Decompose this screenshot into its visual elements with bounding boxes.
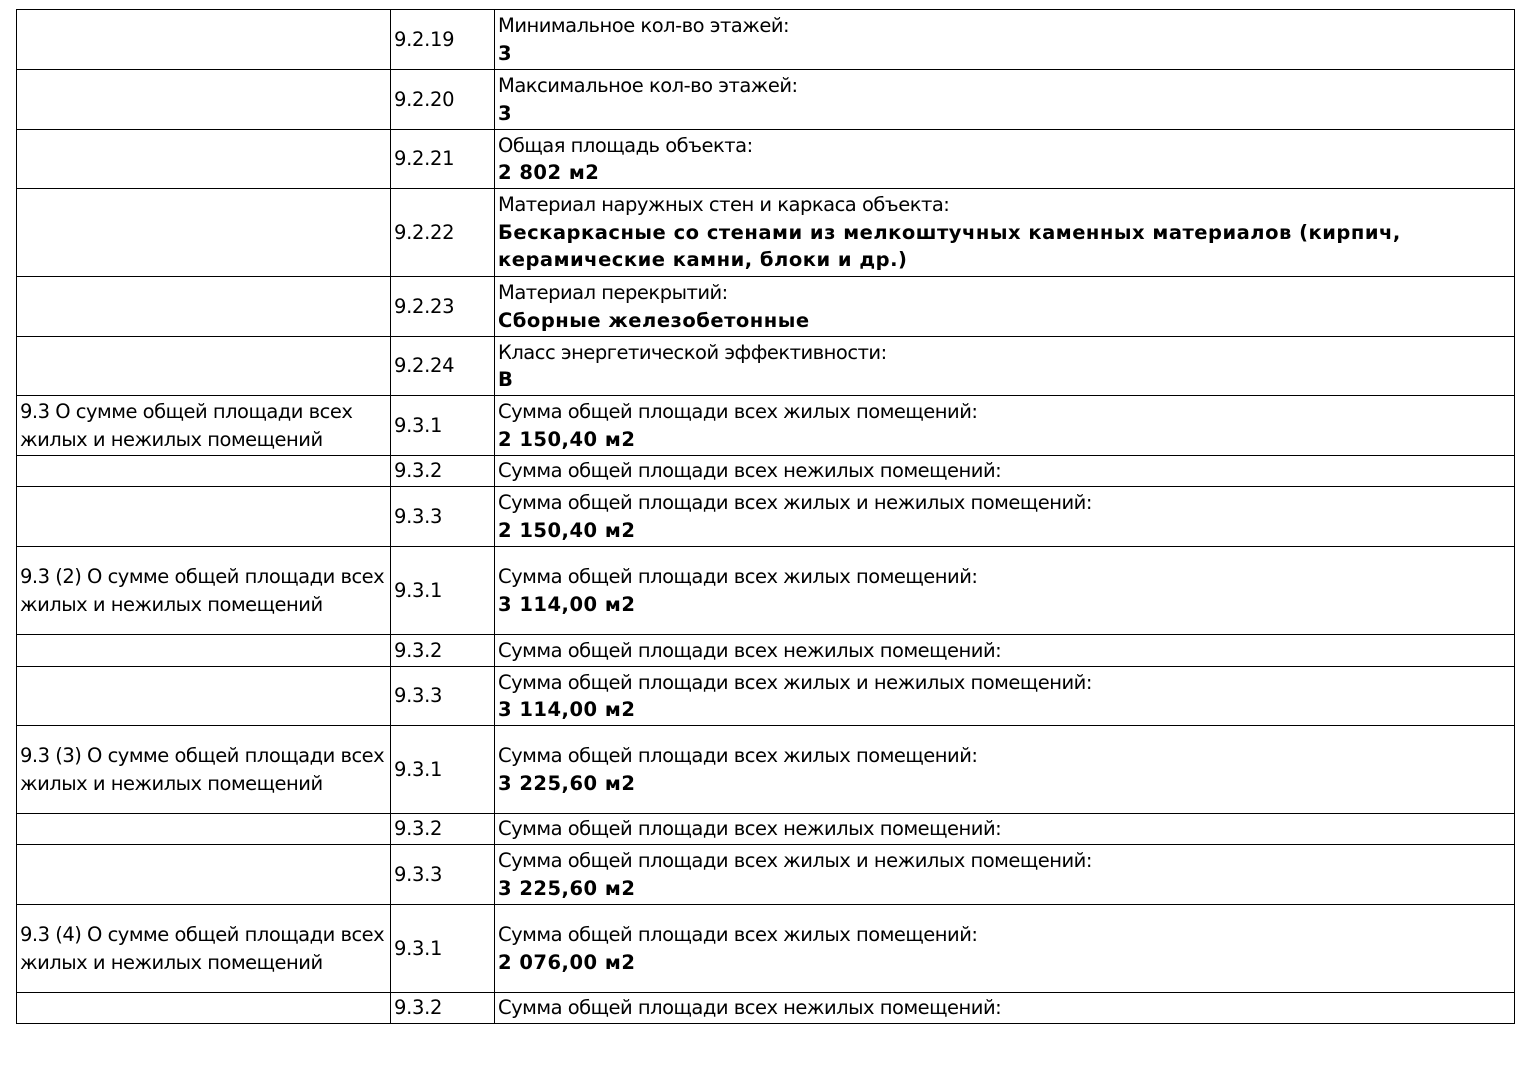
item-code: 9.3.3 (394, 504, 443, 528)
section-cell (17, 487, 391, 547)
field-value: 2 802 м2 (498, 161, 600, 184)
item-code: 9.2.24 (394, 354, 455, 378)
content-cell (495, 547, 1515, 635)
content-cell (495, 845, 1515, 905)
item-code: 9.2.20 (394, 87, 455, 111)
field-value: Сборные железобетонные (498, 308, 810, 332)
section-cell (17, 845, 391, 905)
content-cell (495, 337, 1515, 396)
section-title: 9.3 (3) О сумме общей площади всех жилых и нежилых помещений (20, 744, 385, 795)
code-cell (391, 130, 495, 189)
content-cell (495, 456, 1515, 487)
section-cell (17, 396, 391, 456)
code-cell (391, 667, 495, 726)
content-cell (495, 726, 1515, 814)
content-cell (495, 635, 1515, 667)
field-label: Сумма общей площади всех жилых и нежилых помещений: (498, 670, 1092, 694)
item-code: 9.3.1 (394, 936, 443, 960)
code-cell (391, 845, 495, 905)
field-value: 3 225,60 м2 (498, 876, 636, 900)
table-row (17, 993, 1515, 1024)
content-cell (495, 130, 1515, 189)
section-cell (17, 456, 391, 487)
item-code: 9.2.22 (394, 220, 455, 244)
code-cell (391, 189, 495, 277)
content-cell (495, 70, 1515, 130)
section-cell (17, 130, 391, 189)
table-row (17, 905, 1515, 993)
field-value: 3 (498, 41, 513, 65)
field-label: Сумма общей площади всех жилых помещений: (498, 923, 978, 946)
content-cell (495, 667, 1515, 726)
code-cell (391, 70, 495, 130)
code-cell (391, 726, 495, 814)
table-row (17, 814, 1515, 845)
table-row (17, 10, 1515, 70)
table-row (17, 635, 1515, 667)
content-cell (495, 10, 1515, 70)
field-value: B (498, 368, 514, 391)
item-code: 9.3.1 (394, 413, 443, 437)
field-label: Сумма общей площади всех жилых помещений: (498, 400, 978, 423)
field-label: Сумма общей площади всех жилых помещений: (498, 565, 978, 588)
field-value: 2 150,40 м2 (498, 427, 636, 451)
section-cell (17, 667, 391, 726)
content-cell (495, 396, 1515, 456)
code-cell (391, 905, 495, 993)
field-label: Материал перекрытий: (498, 281, 728, 304)
section-title: 9.3 (4) О сумме общей площади всех жилых и нежилых помещений (20, 923, 385, 974)
item-code: 9.2.21 (394, 147, 455, 171)
code-cell (391, 993, 495, 1024)
field-label: Сумма общей площади всех жилых и нежилых помещений: (498, 491, 1092, 514)
field-label: Материал наружных стен и каркаса объекта: (498, 193, 950, 217)
table-row (17, 396, 1515, 456)
field-value: 3 (498, 101, 513, 125)
field-label: Сумма общей площади всех нежилых помещений: (498, 638, 1002, 662)
content-cell (495, 993, 1515, 1024)
field-value: 3 114,00 м2 (498, 592, 636, 616)
field-label: Максимальное кол-во этажей: (498, 74, 798, 97)
field-value: 3 225,60 м2 (498, 771, 636, 795)
item-code: 9.3.2 (394, 996, 443, 1020)
section-cell (17, 905, 391, 993)
section-cell (17, 337, 391, 396)
table-row (17, 130, 1515, 189)
section-title: 9.3 О сумме общей площади всех жилых и нежилых помещений (20, 400, 353, 451)
section-cell (17, 277, 391, 337)
section-cell (17, 635, 391, 667)
field-label: Минимальное кол-во этажей: (498, 14, 790, 37)
item-code: 9.2.19 (394, 27, 455, 51)
section-cell (17, 814, 391, 845)
field-value: 3 114,00 м2 (498, 698, 636, 721)
item-code: 9.3.2 (394, 638, 443, 662)
table-row (17, 547, 1515, 635)
content-cell (495, 905, 1515, 993)
table-row (17, 845, 1515, 905)
field-label: Сумма общей площади всех жилых помещений: (498, 744, 978, 767)
field-label: Сумма общей площади всех нежилых помещений: (498, 996, 1002, 1020)
code-cell (391, 547, 495, 635)
content-cell (495, 277, 1515, 337)
section-cell (17, 189, 391, 277)
field-value: Бескаркасные со стенами из мелкоштучных каменных материалов (кирпич, керамические камни, блоки и др.) (498, 220, 1401, 272)
section-cell (17, 547, 391, 635)
content-cell (495, 814, 1515, 845)
code-cell (391, 635, 495, 667)
field-label: Сумма общей площади всех жилых и нежилых помещений: (498, 849, 1092, 872)
field-label: Класс энергетической эффективности: (498, 340, 887, 364)
field-label: Сумма общей площади всех нежилых помещений: (498, 817, 1002, 841)
section-cell (17, 726, 391, 814)
table-row (17, 277, 1515, 337)
table-row (17, 189, 1515, 277)
code-cell (391, 10, 495, 70)
code-cell (391, 487, 495, 547)
item-code: 9.3.2 (394, 817, 443, 841)
section-cell (17, 70, 391, 130)
table-row (17, 487, 1515, 547)
table-row (17, 337, 1515, 396)
item-code: 9.3.3 (394, 684, 443, 708)
table-row (17, 456, 1515, 487)
table-row (17, 667, 1515, 726)
table-row (17, 726, 1515, 814)
field-value: 2 076,00 м2 (498, 950, 636, 974)
code-cell (391, 814, 495, 845)
content-cell (495, 189, 1515, 277)
item-code: 9.2.23 (394, 294, 455, 318)
item-code: 9.3.3 (394, 862, 443, 886)
field-value: 2 150,40 м2 (498, 518, 636, 542)
code-cell (391, 337, 495, 396)
section-cell (17, 993, 391, 1024)
code-cell (391, 396, 495, 456)
table-row (17, 70, 1515, 130)
field-label: Сумма общей площади всех нежилых помещений: (498, 459, 1002, 483)
item-code: 9.3.1 (394, 578, 443, 602)
code-cell (391, 456, 495, 487)
item-code: 9.3.1 (394, 757, 443, 781)
code-cell (391, 277, 495, 337)
item-code: 9.3.2 (394, 459, 443, 483)
section-cell (17, 10, 391, 70)
content-cell (495, 487, 1515, 547)
document-table (16, 9, 1515, 1024)
section-title: 9.3 (2) О сумме общей площади всех жилых и нежилых помещений (20, 565, 385, 616)
field-label: Общая площадь объекта: (498, 133, 753, 157)
